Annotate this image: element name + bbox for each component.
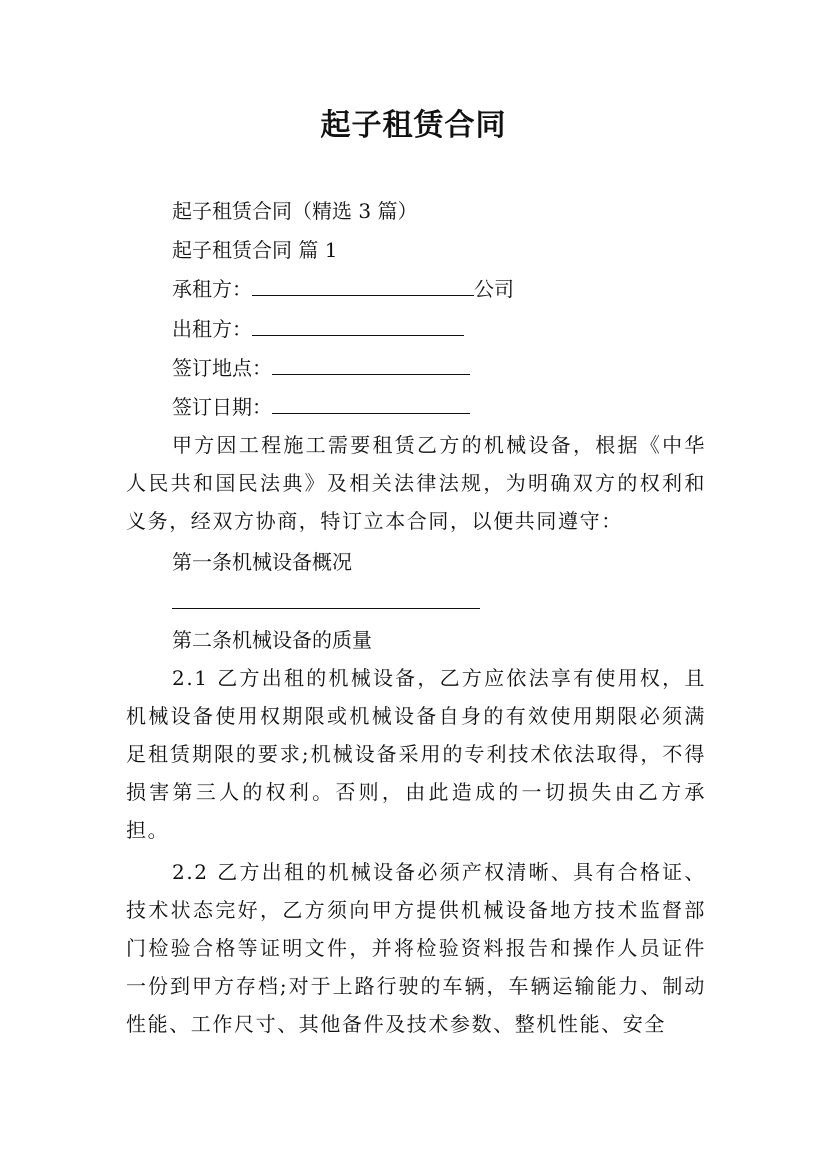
place-blank [272, 356, 470, 375]
lessee-blank [252, 277, 474, 296]
document-subtitle: 起子租赁合同（精选 3 篇） [172, 199, 418, 223]
lessor-line [172, 315, 464, 343]
place-label: 签订地点： [172, 356, 272, 380]
article1-heading: 第一条机械设备概况 [172, 550, 352, 574]
clause-2-2: 2.2 乙方出租的机械设备必须产权清晰、具有合格证、技术状态完好，乙方须向甲方提供机械设备地方技术监督部门检验合格等证明文件，并将检验资料报告和操作人员证件一份到甲方存档;对于上路行驶的车辆，车辆运输能力、制动性能、工作尺寸、其他备件及技术参数、整机性能、安全 [126, 860, 706, 1036]
document-title: 起子租赁合同 [320, 108, 507, 143]
intro-paragraph: 甲方因工程施工需要租赁乙方的机械设备，根据《中华人民共和国民法典》及相关法律法规，为明确双方的权利和义务，经双方协商，特订立本合同，以便共同遵守： [126, 433, 706, 533]
lessee-suffix: 公司 [474, 277, 514, 301]
place-line [172, 354, 470, 382]
lessor-blank [252, 317, 464, 336]
lessee-line [172, 275, 514, 303]
clause-2-1: 2.1 乙方出租的机械设备，乙方应依法享有使用权，且机械设备使用权期限或机械设备自身的有效使用期限必须满足租赁期限的要求;机械设备采用的专利技术依法取得，不得损害第三人的权利。否则，由此造成的一切损失由乙方承担。 [126, 666, 706, 842]
date-line [172, 393, 470, 421]
date-label: 签订日期： [172, 395, 272, 419]
article2-heading: 第二条机械设备的质量 [172, 628, 372, 652]
date-blank [272, 395, 470, 414]
article1-blank [172, 608, 480, 609]
part-heading: 起子租赁合同 篇 1 [172, 238, 338, 262]
lessee-label: 承租方： [172, 277, 252, 301]
lessor-label: 出租方： [172, 317, 252, 341]
